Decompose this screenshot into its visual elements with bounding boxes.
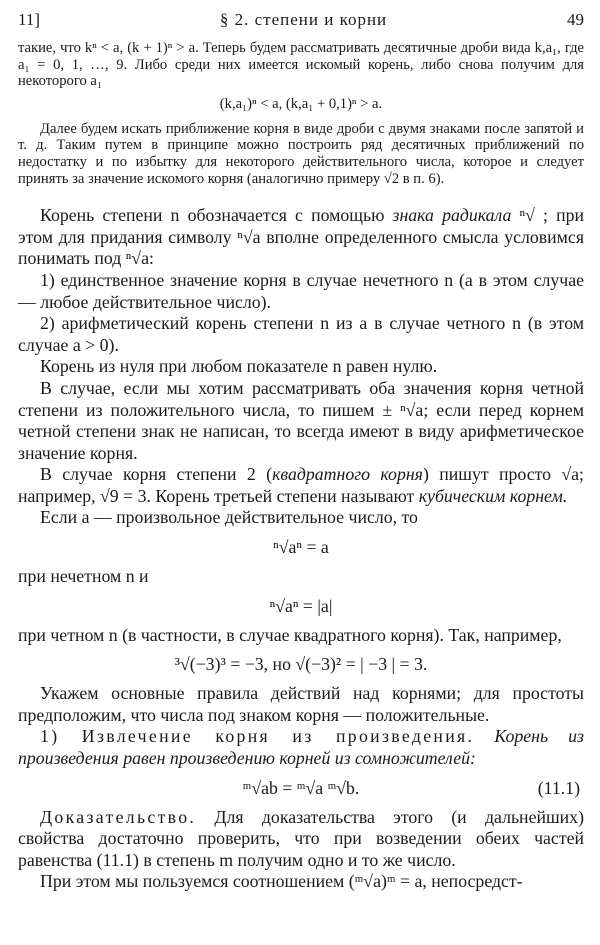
paragraph-approximation: Далее будем искать приближение корня в виде дроби с двумя знаками после запятой и т. д. Таким путем в принципе можно построить ряд десятичных приближений по недостатку и по избытку для некоторого действительного числа, которое и следует принять за значение искомого корня (аналогично примеру √2 в п. 6). <box>18 120 584 187</box>
paragraph-rules-intro: Укажем основные правила действий над корнями; для простоты предположим, что числа под знаком корня — положительные. <box>18 683 584 725</box>
paragraph-even-n: при четном n (в частности, в случае квадратного корня). Так, например, <box>18 624 562 645</box>
rule-title: 1) Извлечение корня из произведения. <box>40 726 475 747</box>
text: Для доказательства этого (и дальнейших) свойства достаточно проверить, что при возведении обеих частей равенства (11.1) в степень m получим одно и то же число. <box>18 806 584 870</box>
page-number: 49 <box>567 10 584 29</box>
equation-number: (11.1) <box>537 777 580 798</box>
text: Корень степени n обозначается с помощью <box>40 205 393 226</box>
paragraph-odd-root: 1) единственное значение корня в случае нечетного n (a в этом случае — любое действительное число). <box>18 269 584 312</box>
text: В случае корня степени 2 ( <box>40 464 273 485</box>
paragraph-arbitrary-number: Если a — произвольное действительное число, то <box>40 507 418 528</box>
inequality-k-a1: (k,a₁)ⁿ < a, (k,a₁ + 0,1)ⁿ > a. <box>219 95 383 112</box>
paragraph-relation: При этом мы пользуемся соотношением (ᵐ√a)ᵐ = a, непосредст- <box>40 871 523 892</box>
chapter-ref: 11] <box>18 10 41 29</box>
term-radical-sign: знака радикала <box>392 205 512 226</box>
equation-even-power: ⁿ√aⁿ = |a| <box>269 595 333 616</box>
term-square-root: квадратного корня <box>272 464 423 485</box>
equation-examples: ³√(−3)³ = −3, но √(−3)² = | −3 | = 3. <box>174 654 428 675</box>
paragraph-radical-sign <box>18 205 584 270</box>
equation-odd-power: ⁿ√aⁿ = a <box>273 537 329 558</box>
term-cubic-root: кубическим корнем. <box>418 485 568 506</box>
equation-body: ᵐ√ab = ᵐ√a ᵐ√b. <box>242 777 360 798</box>
section-title: § 2. степени и корни <box>219 10 388 29</box>
equation-11-1 <box>18 778 584 799</box>
paragraph-even-root: 2) арифметический корень степени n из a в случае четного n (в этом случае a > 0). <box>18 313 584 355</box>
text: ) пишут просто √a; например, √9 = 3. Корень третьей степени называют <box>18 464 584 506</box>
text: ⁿ√ ; при этом для придания символу ⁿ√a вполне определенного смысла условимся понимать под ⁿ√a: <box>18 205 585 269</box>
spacer <box>18 187 584 205</box>
paragraph-zero-root: Корень из нуля при любом показателе n равен нулю. <box>40 356 438 377</box>
paragraph-odd-n: при нечетном n и <box>18 566 149 587</box>
paragraph-product-rule <box>18 726 584 769</box>
paragraph-square-root <box>18 464 584 507</box>
rule-statement: Корень из произведения равен произведению корней из сомножителей: <box>18 726 584 769</box>
proof-title: Доказательство. <box>40 806 197 827</box>
paragraph-both-values: В случае, если мы хотим рассматривать оба значения корня четной степени из положительного числа, то пишем ± ⁿ√a; если перед корнем четной степени знак не написан, то всегда имеют в виду арифметическое значение корня. <box>18 377 584 463</box>
paragraph-proof <box>18 807 584 872</box>
paragraph-decimal-fractions: такие, что kⁿ < a, (k + 1)ⁿ > a. Теперь будем рассматривать десятичные дроби вида k,a₁, где a₁ = 0, 1, …, 9. Либо среди них имеется искомый корень, либо снова получим для некоторого a₁ <box>18 40 584 90</box>
running-header <box>18 10 584 40</box>
